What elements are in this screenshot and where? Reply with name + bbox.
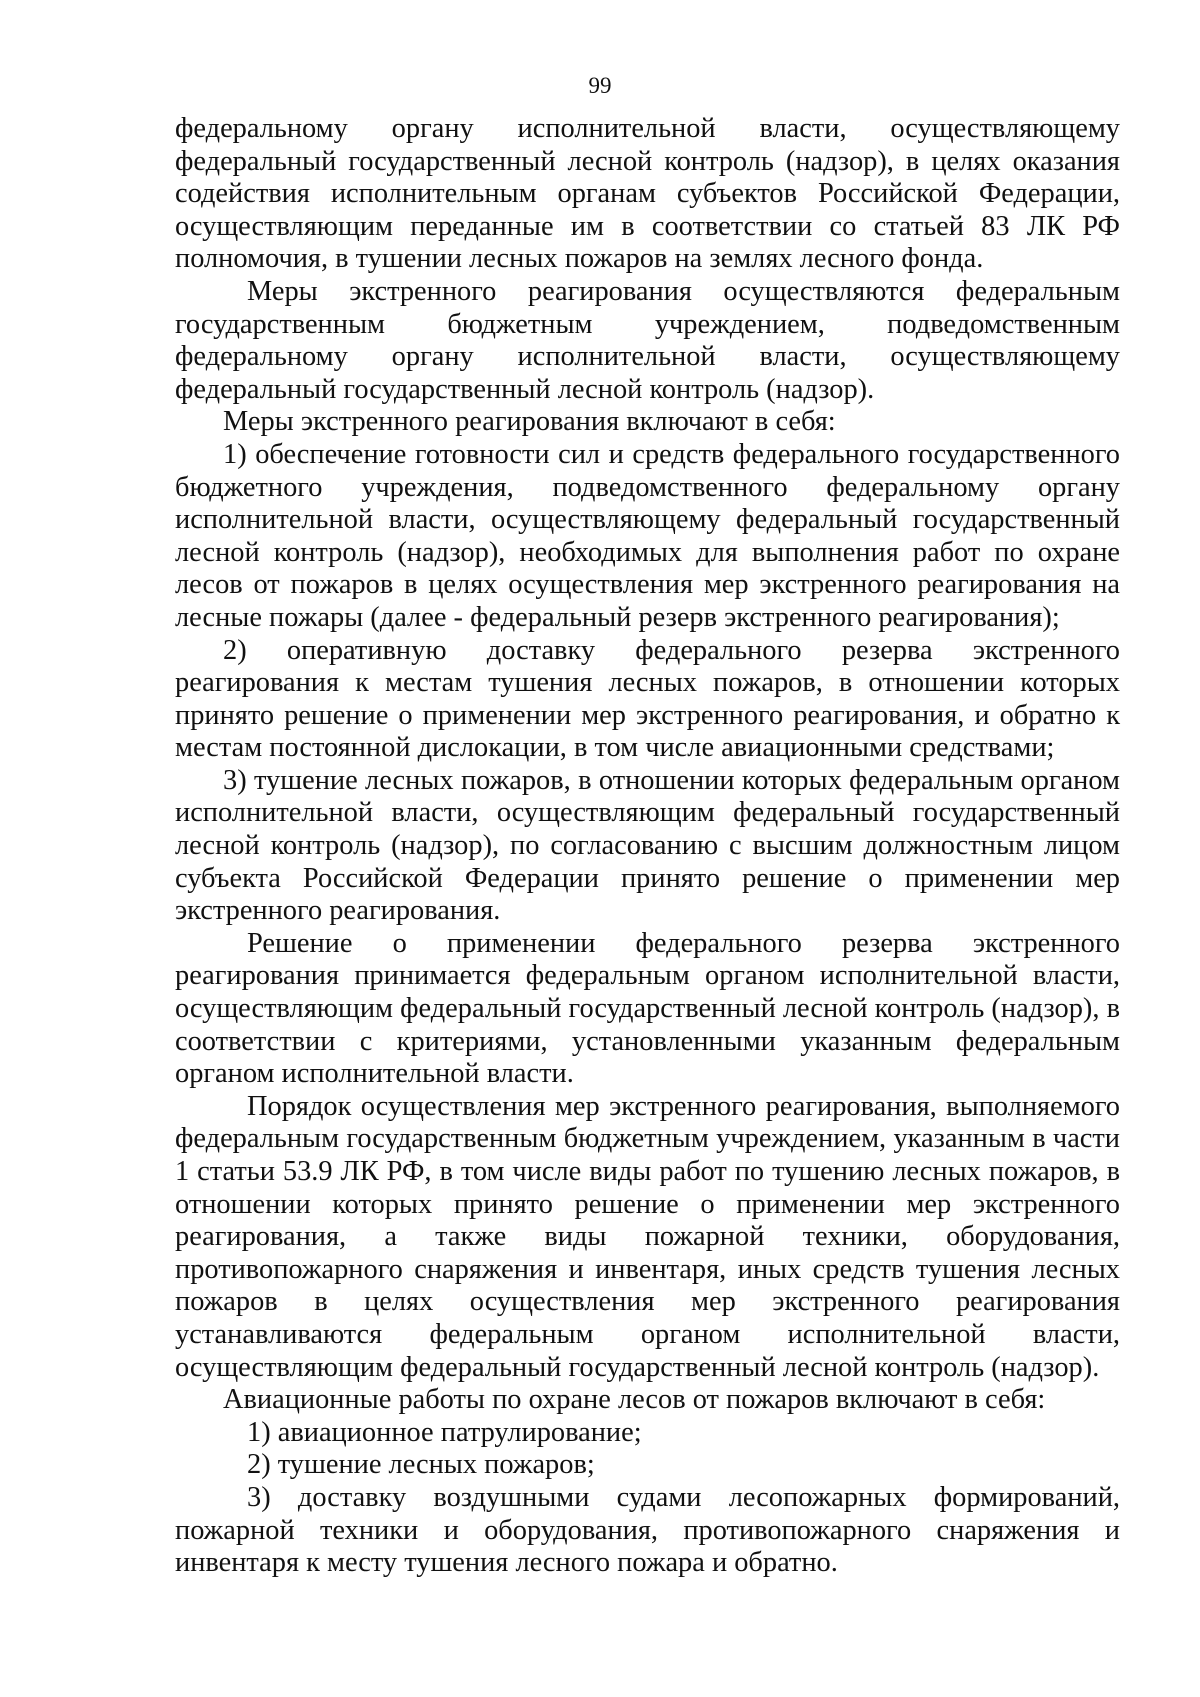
list-item-aircraft-delivery: 3) доставку воздушными судами лесопожарных формирований, пожарной техники и оборудования, противопожарного снаряжения и инвентаря к месту тушения лесного пожара и обратно. (175, 1481, 1120, 1579)
paragraph-aviation-works: Авиационные работы по охране лесов от пожаров включают в себя: (223, 1384, 1046, 1416)
paragraph-emergency-measures: Меры экстренного реагирования осуществляются федеральным государственным бюджетным учреждением, подведомственным федеральному органу исполнительной власти, осуществляющему федеральный государственный лесной контроль (надзор). (175, 275, 1120, 405)
list-item-fire-suppression: 2) тушение лесных пожаров; (247, 1449, 595, 1481)
list-item-delivery: 2) оперативную доставку федерального резерва экстренного реагирования к местам тушения лесных пожаров, в отношении которых принято решение о применении мер экстренного реагирования, и обратно к местам постоянной дислокации, в том числе авиационными средствами; (175, 634, 1120, 764)
paragraph-decision: Решение о применении федерального резерва экстренного реагирования принимается федеральным органом исполнительной власти, осуществляющим федеральный государственный лесной контроль (надзор), в соответствии с критериями, установленными указанным федеральным органом исполнительной власти. (175, 927, 1120, 1090)
list-item-readiness: 1) обеспечение готовности сил и средств федерального государственного бюджетного учреждения, подведомственного федеральному органу исполнительной власти, осуществляющему федеральный государственный лесной контроль (надзор), необходимых для выполнения работ по охране лесов от пожаров в целях осуществления мер экстренного реагирования на лесные пожары (далее - федеральный резерв экстренного реагирования); (175, 438, 1120, 633)
list-item-extinguishing: 3) тушение лесных пожаров, в отношении которых федеральным органом исполнительной власти, осуществляющим федеральный государственный лесной контроль (надзор), по согласованию с высшим должностным лицом субъекта Российской Федерации принято решение о применении мер экстренного реагирования. (175, 764, 1120, 927)
paragraph-continuation: федеральному органу исполнительной власти, осуществляющему федеральный государственный лесной контроль (надзор), в целях оказания содействия исполнительным органам субъектов Российской Федерации, осуществляющим переданные им в соответствии со статьей 83 ЛК РФ полномочия, в тушении лесных пожаров на землях лесного фонда. (175, 113, 1120, 275)
page-number: 99 (588, 73, 612, 98)
list-item-aviation-patrol: 1) авиационное патрулирование; (247, 1416, 642, 1448)
document-body (175, 113, 1120, 1580)
paragraph-measures-include: Меры экстренного реагирования включают в себя: (223, 406, 836, 438)
paragraph-procedure: Порядок осуществления мер экстренного реагирования, выполняемого федеральным государственным бюджетным учреждением, указанным в части 1 статьи 53.9 ЛК РФ, в том числе виды работ по тушению лесных пожаров, в отношении которых принято решение о применении мер экстренного реагирования, а также виды пожарной техники, оборудования, противопожарного снаряжения и инвентаря, иных средств тушения лесных пожаров в целях осуществления мер экстренного реагирования устанавливаются федеральным органом исполнительной власти, осуществляющим федеральный государственный лесной контроль (надзор). (175, 1090, 1120, 1383)
